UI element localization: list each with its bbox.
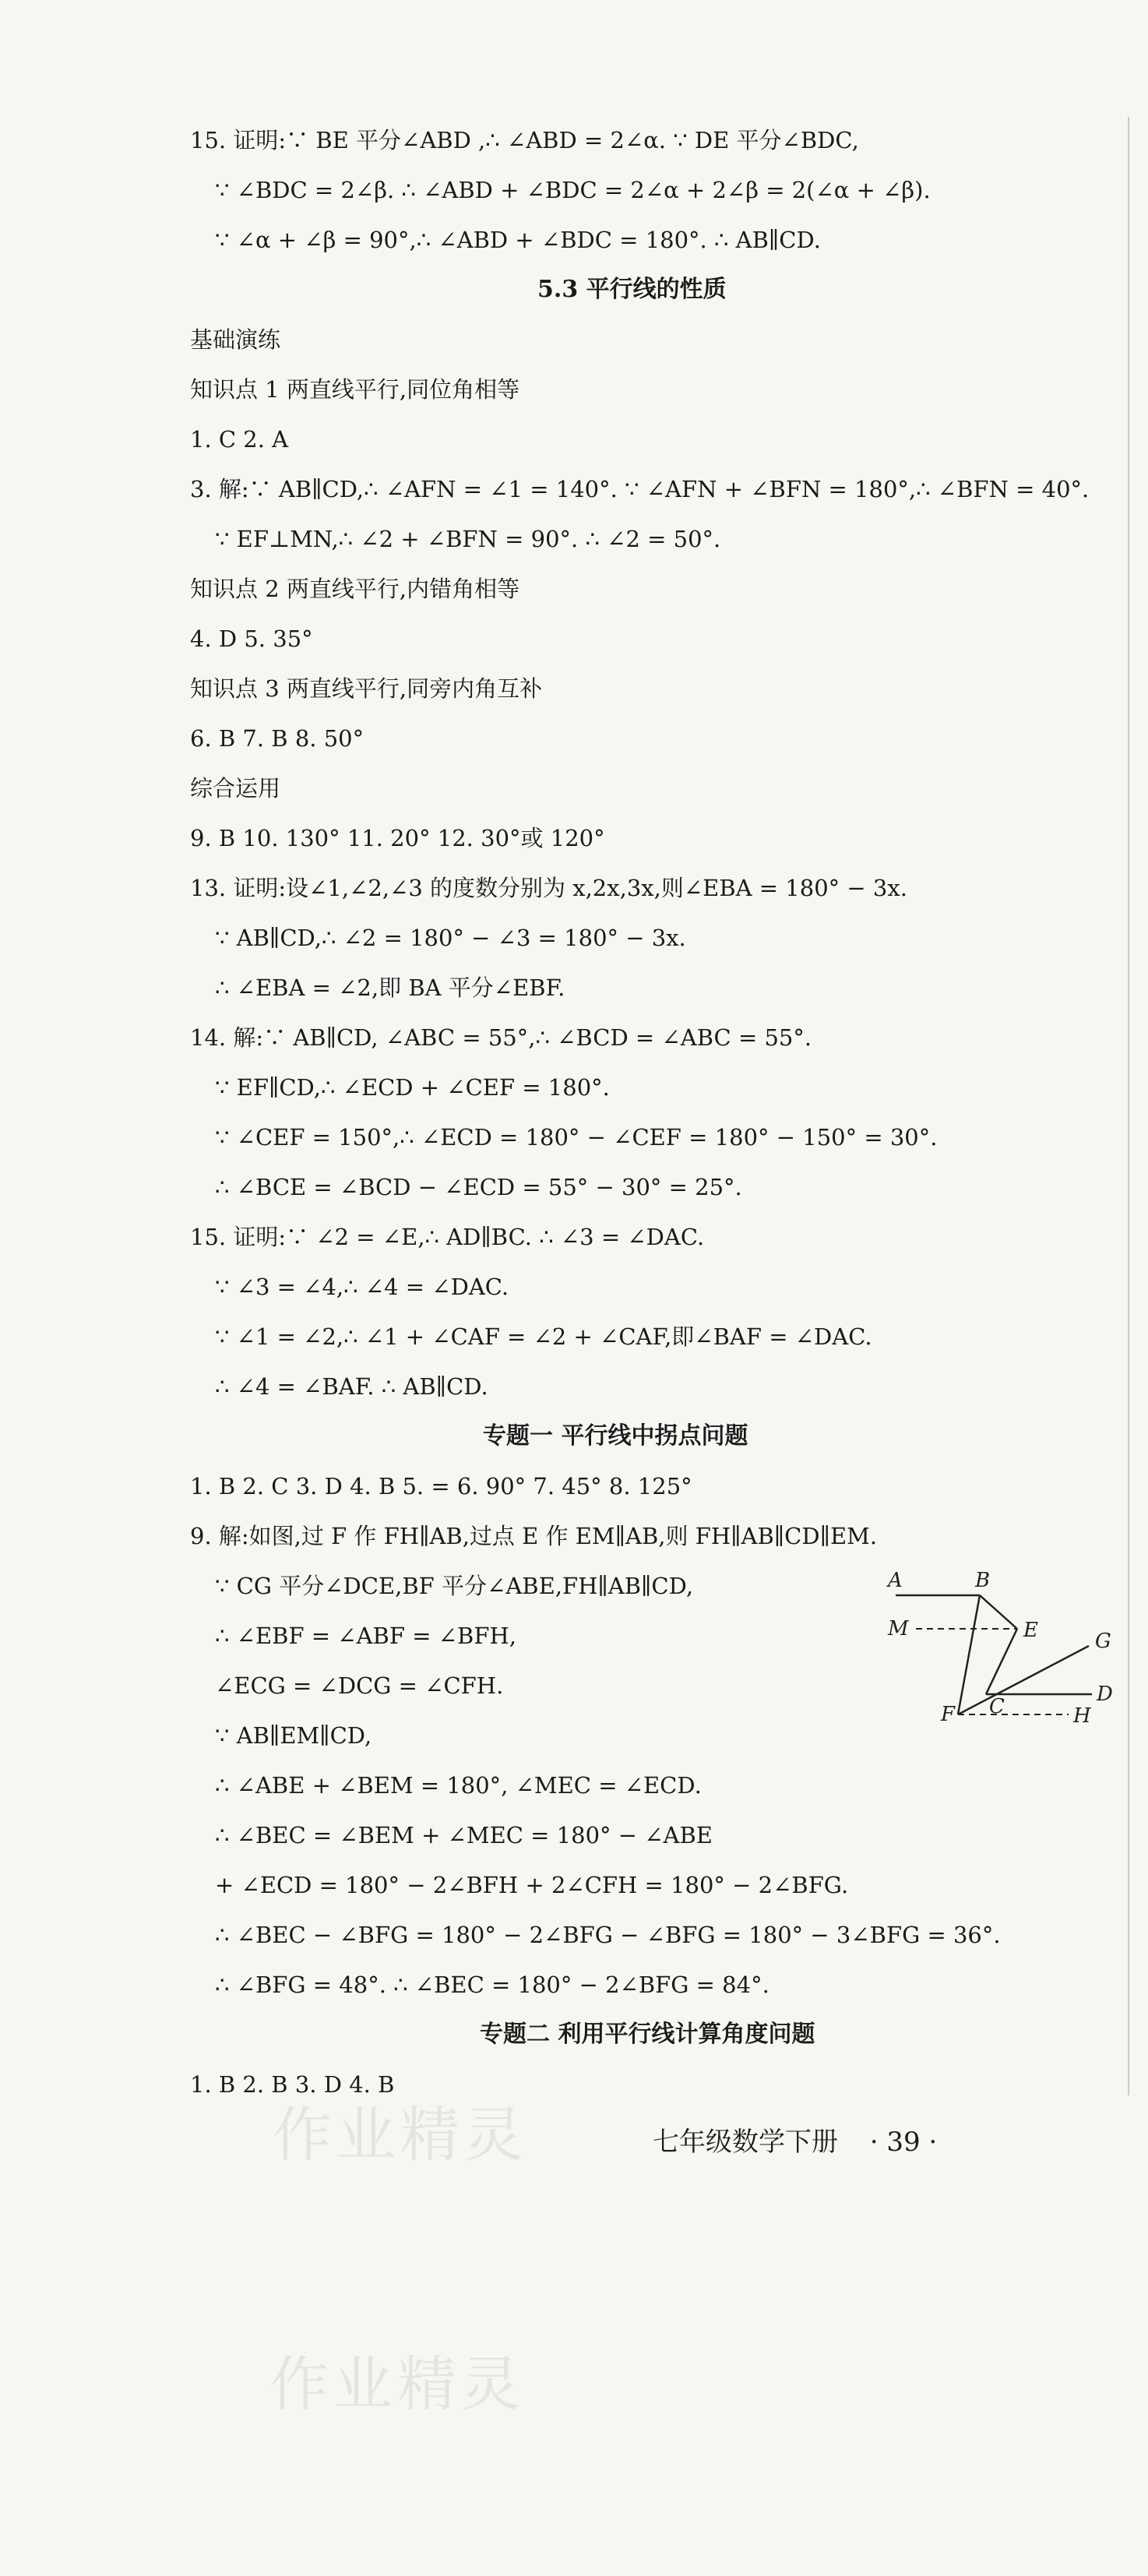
column-divider [1128,117,1129,2095]
section-heading: 5.3 平行线的性质 [537,276,727,303]
text-line: 基础演练 [190,326,281,353]
text-line: 13. 证明:设∠1,∠2,∠3 的度数分别为 x,2x,3x,则∠EBA = 180° − 3x. [190,875,907,901]
text-line: 9. B 10. 130° 11. 20° 12. 30°或 120° [190,825,605,851]
text-line: 14. 解:∵ AB∥CD, ∠ABC = 55°,∴ ∠BCD = ∠ABC = 55°. [190,1024,812,1051]
label-c: C [989,1695,1005,1718]
line-bf [958,1595,980,1714]
line-fg [958,1646,1089,1714]
text-line: ∵ ∠3 = ∠4,∴ ∠4 = ∠DAC. [215,1274,509,1300]
text-line: ∴ ∠BFG = 48°. ∴ ∠BEC = 180° − 2∠BFG = 84°. [215,1972,769,1998]
text-line: ∵ ∠BDC = 2∠β. ∴ ∠ABD + ∠BDC = 2∠α + 2∠β = 2(∠α + ∠β). [215,177,931,203]
label-e: E [1023,1619,1038,1642]
text-line: 9. 解:如图,过 F 作 FH∥AB,过点 E 作 EM∥AB,则 FH∥AB∥CD∥EM. [190,1523,878,1549]
parallel-lines-figure [880,1560,1122,1747]
text-line: 1. C 2. A [190,426,289,453]
line-ec [986,1629,1017,1694]
page-number: · 39 · [869,2127,938,2158]
text-line: ∵ AB∥EM∥CD, [215,1722,372,1749]
text-line: ∴ ∠EBF = ∠ABF = ∠BFH, [215,1623,516,1649]
label-b: B [975,1569,991,1592]
text-line: 知识点 1 两直线平行,同位角相等 [190,376,520,403]
text-line: + ∠ECD = 180° − 2∠BFH + 2∠CFH = 180° − 2∠BFG. [215,1872,849,1898]
text-line: ∵ ∠CEF = 150°,∴ ∠ECD = 180° − ∠CEF = 180° − 150° = 30°. [215,1124,938,1151]
label-m: M [888,1617,909,1640]
text-line: 4. D 5. 35° [190,625,313,652]
text-line: 6. B 7. B 8. 50° [190,725,364,752]
topic-heading: 专题一 平行线中拐点问题 [483,1422,748,1450]
text-line: 1. B 2. B 3. D 4. B [190,2071,395,2098]
line-be [980,1595,1017,1629]
text-line: ∴ ∠BEC − ∠BFG = 180° − 2∠BFG − ∠BFG = 180° − 3∠BFG = 36°. [215,1922,1001,1948]
text-line: ∵ ∠1 = ∠2,∴ ∠1 + ∠CAF = ∠2 + ∠CAF,即∠BAF = ∠DAC. [215,1323,872,1350]
text-line: ∴ ∠BEC = ∠BEM + ∠MEC = 180° − ∠ABE [215,1822,713,1848]
text-line: ∵ EF⊥MN,∴ ∠2 + ∠BFN = 90°. ∴ ∠2 = 50°. [215,526,721,552]
text-line: 15. 证明:∵ BE 平分∠ABD ,∴ ∠ABD = 2∠α. ∵ DE 平分∠BDC, [190,127,859,153]
label-g: G [1095,1630,1111,1653]
text-line: ∠ECG = ∠DCG = ∠CFH. [215,1672,504,1699]
text-line: 知识点 2 两直线平行,内错角相等 [190,576,520,602]
text-line: ∴ ∠BCE = ∠BCD − ∠ECD = 55° − 30° = 25°. [215,1174,742,1200]
text-line: ∵ ∠α + ∠β = 90°,∴ ∠ABD + ∠BDC = 180°. ∴ AB∥CD. [215,227,821,253]
label-h: H [1073,1704,1091,1728]
text-line: ∴ ∠4 = ∠BAF. ∴ AB∥CD. [215,1373,488,1400]
text-line: 知识点 3 两直线平行,同旁内角互补 [190,675,543,702]
text-line: 15. 证明:∵ ∠2 = ∠E,∴ AD∥BC. ∴ ∠3 = ∠DAC. [190,1224,705,1250]
topic-heading: 专题二 利用平行线计算角度问题 [480,2021,815,2048]
text-line: ∴ ∠EBA = ∠2,即 BA 平分∠EBF. [215,974,565,1001]
text-line: ∵ EF∥CD,∴ ∠ECD + ∠CEF = 180°. [215,1074,610,1101]
watermark: 作业精灵 [273,2100,528,2169]
text-line: ∴ ∠ABE + ∠BEM = 180°, ∠MEC = ∠ECD. [215,1772,702,1799]
book-title: 七年级数学下册 [653,2127,838,2158]
text-line: 综合运用 [190,775,281,802]
label-f: F [941,1703,956,1726]
label-d: D [1097,1683,1113,1706]
label-a: A [888,1569,903,1592]
text-line: 3. 解:∵ AB∥CD,∴ ∠AFN = ∠1 = 140°. ∵ ∠AFN + ∠BFN = 180°,∴ ∠BFN = 40°. [190,476,1090,502]
watermark: 作业精灵 [269,2349,525,2419]
text-line: 1. B 2. C 3. D 4. B 5. = 6. 90° 7. 45° 8. 125° [190,1473,692,1499]
text-line: ∵ CG 平分∠DCE,BF 平分∠ABE,FH∥AB∥CD, [215,1573,694,1599]
text-line: ∵ AB∥CD,∴ ∠2 = 180° − ∠3 = 180° − 3x. [215,925,686,951]
page-footer [653,2125,937,2159]
